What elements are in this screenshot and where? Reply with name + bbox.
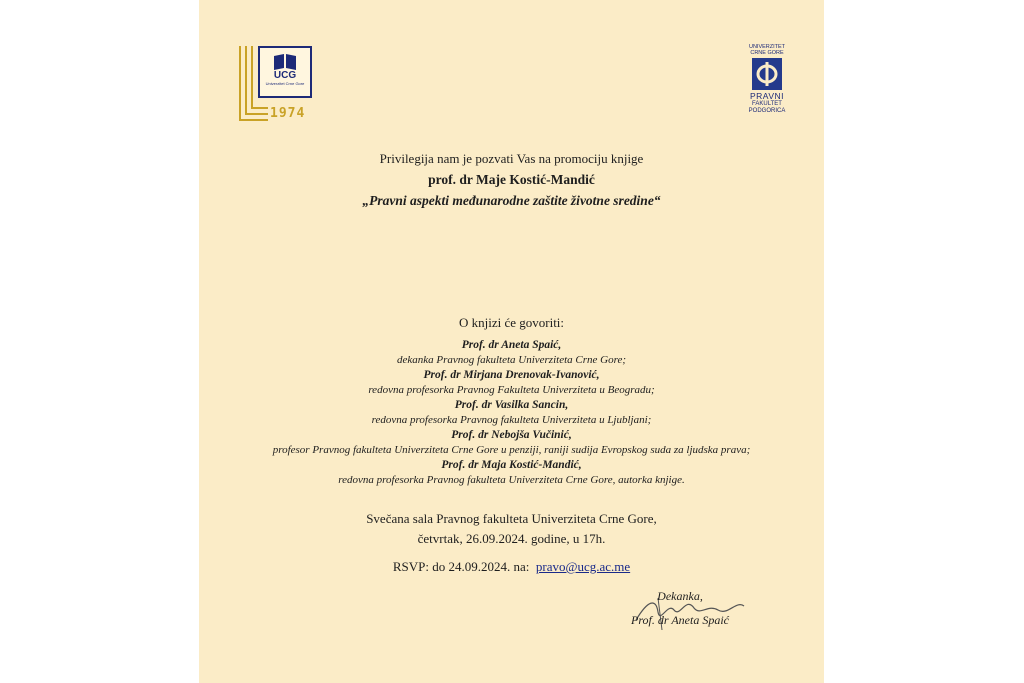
faculty-name-1: PRAVNI [749,91,785,101]
book-title: „Pravni aspekti međunarodne zaštite životne sredine“ [362,193,661,208]
speaker-name: Prof. dr Vasilka Sancin, [454,399,569,411]
speaker-name: Prof. dr Maja Kostić-Mandić, [441,459,582,471]
speakers-list [199,338,824,488]
venue-place: Svečana sala Pravnog fakulteta Univerziteta Crne Gore, [366,511,657,526]
rsvp-email-link[interactable]: pravo@ucg.ac.me [535,559,631,574]
venue-block [199,509,824,549]
signature-name: Prof. dr Aneta Spaić [631,613,729,627]
speaker-role: redovna profesorka Pravnog Fakulteta Univerziteta u Beogradu; [368,384,655,396]
ucg-year: 1974 [270,106,306,121]
invitation-intro: Privilegija nam je pozvati Vas na promociju knjige [379,151,644,166]
speaker-name: Prof. dr Mirjana Drenovak-Ivanović, [423,369,600,381]
faculty-logo [742,44,792,115]
book-icon [273,54,297,70]
venue-date: četvrtak, 26.09.2024. godine, u 17h. [417,531,606,546]
faculty-university: UNIVERZITET CRNE GORE [748,44,786,56]
signature-block [610,588,750,628]
speakers-heading: O knjizi će govoriti: [458,315,565,330]
rsvp-line [199,559,824,575]
faculty-name-2: FAKULTET [752,101,782,107]
ucg-full-name: Univerzitet Crne Gore [265,81,305,86]
faculty-city: PODGORICA [748,108,786,114]
speaker-role: redovna profesorka Pravnog fakulteta Univerziteta u Ljubljani; [371,414,652,426]
speaker-name: Prof. dr Aneta Spaić, [461,339,562,351]
speaker-role: dekanka Pravnog fakulteta Univerziteta Crne Gore; [396,354,626,366]
signature-title: Dekanka, [657,589,703,603]
speaker-role: profesor Pravnog fakulteta Univerziteta Crne Gore u penziji, raniji sudija Evropskog suda za ljudska prava; [272,444,751,456]
ucg-logo [258,46,312,98]
book-author: prof. dr Maje Kostić-Mandić [428,172,595,187]
ucg-abbr: UCG [273,70,297,81]
speaker-name: Prof. dr Nebojša Vučinić, [451,429,572,441]
speaker-role: redovna profesorka Pravnog fakulteta Univerziteta Crne Gore, autorka knjige. [338,474,685,486]
phi-icon [752,58,782,90]
rsvp-label: RSVP: do 24.09.2024. na: [392,559,530,574]
